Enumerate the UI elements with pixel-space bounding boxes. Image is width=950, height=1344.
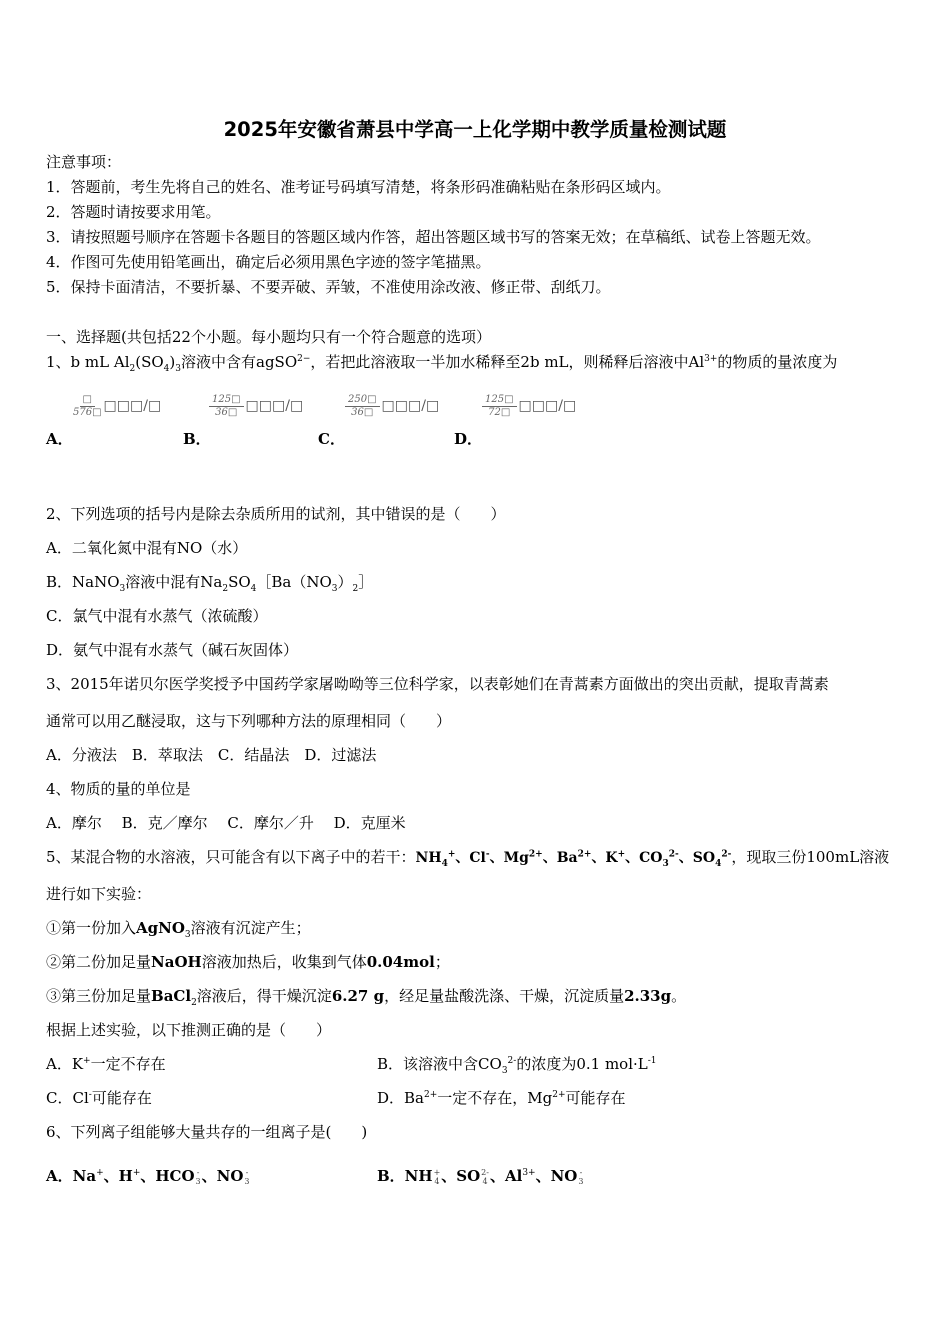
- question-3-options: A．分液法 B．萃取法 C．结晶法 D．过滤法: [46, 746, 377, 764]
- question-5-prompt: 根据上述实验，以下推测正确的是（ ）: [46, 1021, 332, 1039]
- question-4-options: A．摩尔 B．克／摩尔 C．摩尔／升 D．克厘米: [46, 814, 406, 832]
- choice-b-label: B．: [183, 430, 211, 448]
- choice-d-formula: $\frac{125□}{72□}$ □□□/□: [482, 394, 576, 419]
- question-6-stem: 6、下列离子组能够大量共存的一组离子是( ): [46, 1123, 368, 1141]
- notice-item: 2．答题时请按要求用笔。: [46, 203, 221, 221]
- notice-heading: 注意事项：: [46, 153, 122, 171]
- question-5-option-d: D．$Ba^{2+}$一定不存在，$Mg^{2+}$可能存在: [377, 1089, 626, 1107]
- notice-item: 4．作图可先使用铅笔画出，确定后必须用黑色字迹的签字笔描黑。: [46, 253, 491, 271]
- question-5-option-b: B．该溶液中含$CO_3^{2-}$的浓度为0.1 $mol\cdot L^{-1}$: [377, 1055, 657, 1076]
- choice-a-label: A．: [46, 430, 73, 448]
- experiment-2: ②第二份加足量NaOH溶液加热后，收集到气体0.04mol；: [46, 953, 450, 971]
- question-6-option-a: A．Na+、H+、HCO - 3 、NO - 3: [46, 1167, 250, 1186]
- question-2-option-c: C．氯气中混有水蒸气（浓硫酸）: [46, 607, 268, 625]
- experiment-3: ③第三份加足量BaCl$_2$溶液后，得干燥沉淀6.27 g，经足量盐酸洗涤、干燥，沉淀质量2.33g。: [46, 987, 687, 1008]
- notice-item: 3．请按照题号顺序在答题卡各题目的答题区域内作答，超出答题区域书写的答案无效；在草稿纸、试卷上答题无效。: [46, 228, 821, 246]
- section-heading: 一、选择题(共包括22个小题。每小题均只有一个符合题意的选项）: [46, 328, 491, 346]
- choice-c-formula: $\frac{250□}{36□}$ □□□/□: [345, 394, 439, 419]
- notice-item: 5．保持卡面清洁，不要折暴、不要弄破、弄皱，不准使用涂改液、修正带、刮纸刀。: [46, 278, 611, 296]
- notice-item: 1．答题前，考生先将自己的姓名、准考证号码填写清楚，将条形码准确粘贴在条形码区域内。: [46, 178, 671, 196]
- question-1-stem: 1、b mL $Al_2(SO_4)_3$溶液中含有agSO$^{2-}$，若把此溶液取一半加水稀释至2b mL，则稀释后溶液中$Al^{3+}$的物质的量浓度为: [46, 353, 838, 374]
- question-6-option-b: B．NH + 4 、SO 2- 4 、$Al^{3+}$、NO - 3: [377, 1167, 584, 1186]
- question-5-stem: 5、某混合物的水溶液，只可能含有以下离子中的若干：$NH_4^+$、Cl-、$Mg^{2+}$、$Ba^{2+}$、K+、$CO_3^{2-}$、$SO_4^{2-}$，现取三份100mL溶液: [46, 848, 890, 869]
- question-2-option-d: D．氨气中混有水蒸气（碱石灰固体）: [46, 641, 299, 659]
- choice-c-label: C．: [318, 430, 345, 448]
- question-2-option-b: B．NaNO$_3$溶液中混有$Na_2SO_4[Ba(NO_3)_2]$: [46, 573, 374, 594]
- question-5-option-a: A．K+一定不存在: [46, 1055, 166, 1073]
- question-2-stem: 2、下列选项的括号内是除去杂质所用的试剂，其中错误的是（ ）: [46, 505, 506, 523]
- choice-a-formula: $\frac{□}{576□}$ □□□/□: [73, 394, 162, 418]
- question-5-stem-cont: 进行如下实验：: [46, 885, 152, 903]
- question-3-stem-cont: 通常可以用乙醚浸取，这与下列哪种方法的原理相同（ ）: [46, 712, 452, 730]
- question-3-stem: 3、2015年诺贝尔医学奖授予中国药学家屠呦呦等三位科学家，以表彰她们在青蒿素方面做出的突出贡献，提取青蒿素: [46, 675, 829, 693]
- experiment-1: ①第一份加入AgNO$_3$溶液有沉淀产生；: [46, 919, 311, 940]
- question-4-stem: 4、物质的量的单位是: [46, 780, 191, 798]
- choice-b-formula: $\frac{125□}{36□}$ □□□/□: [209, 394, 303, 419]
- page-title: 2025年安徽省萧县中学高一上化学期中教学质量检测试题: [223, 118, 727, 141]
- question-5-option-c: C．Cl-可能存在: [46, 1089, 152, 1107]
- question-2-option-a: A．二氧化氮中混有NO（水）: [46, 539, 248, 557]
- choice-d-label: D．: [454, 430, 483, 448]
